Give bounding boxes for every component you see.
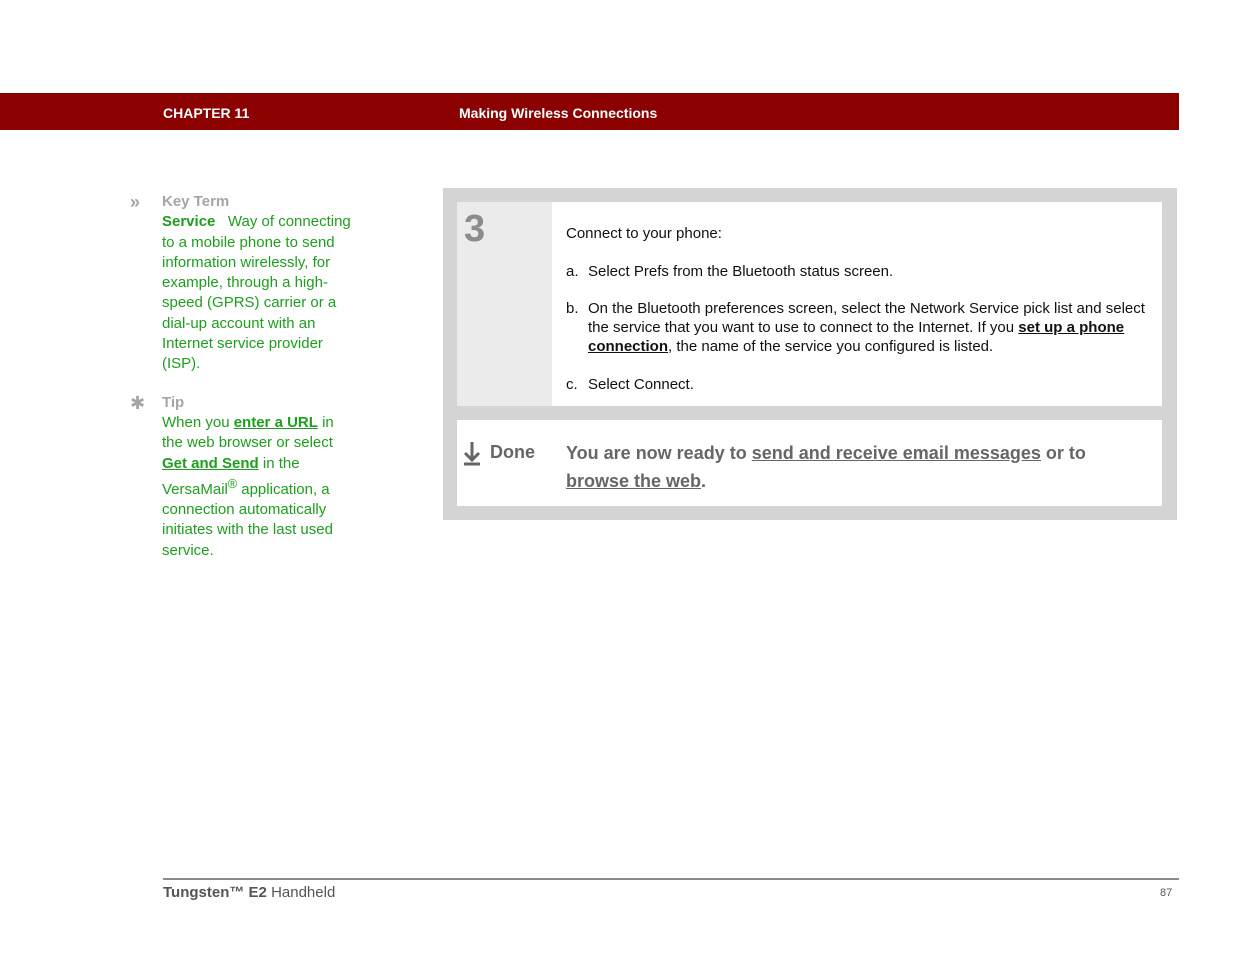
double-chevron-right-icon: » [130,192,141,212]
registered-mark: ® [227,476,238,491]
step-item [566,262,1151,281]
tip-text: in the VersaMail [162,454,300,498]
footer-type: Handheld [266,884,336,901]
step-item-text: Select Prefs from the Bluetooth status screen. [588,263,894,280]
chapter-title: Making Wireless Connections [459,105,658,121]
done-label: Done [490,442,535,462]
step-item [566,375,1151,394]
step-content [566,224,1151,394]
tip-text: application, a connection automatically initiates with the last used service. [162,480,333,559]
step-item-text: , the name of the service you configured is listed. [668,338,994,355]
key-term-block [130,192,355,375]
step-item [566,299,1151,356]
done-panel [457,420,1162,506]
tip-text: When you [162,413,234,431]
key-term-heading: Key Term [162,193,230,210]
enter-url-link[interactable]: enter a URL [233,413,318,431]
footer-product [163,884,335,901]
page-number: 87 [1160,887,1173,899]
chapter-number: CHAPTER 11 [163,105,250,121]
get-and-send-link[interactable]: Get and Send [162,454,259,472]
asterisk-icon: ✱ [130,392,146,413]
footer-brand: Tungsten™ E2 [163,884,267,901]
done-text [566,439,1151,495]
step-number: 3 [464,208,486,250]
step-item-text: On the Bluetooth preferences screen, select the Network Service pick list and select the service that you want to use to connect to the Internet. If you [588,300,1145,336]
arrow-down-icon [462,440,482,466]
step-number-column [457,202,552,406]
key-term-word: Service [162,213,216,231]
tip-text: in the web browser or select [162,413,334,452]
step-letter: b. [566,300,579,317]
tip-heading: Tip [162,393,185,411]
set-up-phone-connection-link[interactable]: set up a phone connection [588,319,1125,355]
step-letter: c. [566,376,578,393]
tip-block [130,393,355,561]
tip-body [162,413,355,561]
key-term-body [162,212,355,374]
step-letter: a. [566,263,579,280]
step-intro: Connect to your phone: [566,225,722,242]
step-item-text: Select Connect. [588,376,694,393]
footer-divider [163,878,1179,880]
done-text-part: . [701,471,707,491]
done-text-part: You are now ready to [566,443,752,463]
key-term-definition: Way of connecting to a mobile phone to send information wirelessly, for example, through a high-speed (GPRS) carrier or a dial-up account with an Internet service provider (ISP). [162,213,351,373]
browse-web-link[interactable]: browse the web [566,471,702,491]
send-receive-email-link[interactable]: send and receive email messages [751,443,1041,463]
step-panel [457,202,1162,406]
sidebar [130,192,355,561]
done-text-part: or to [1040,443,1086,463]
